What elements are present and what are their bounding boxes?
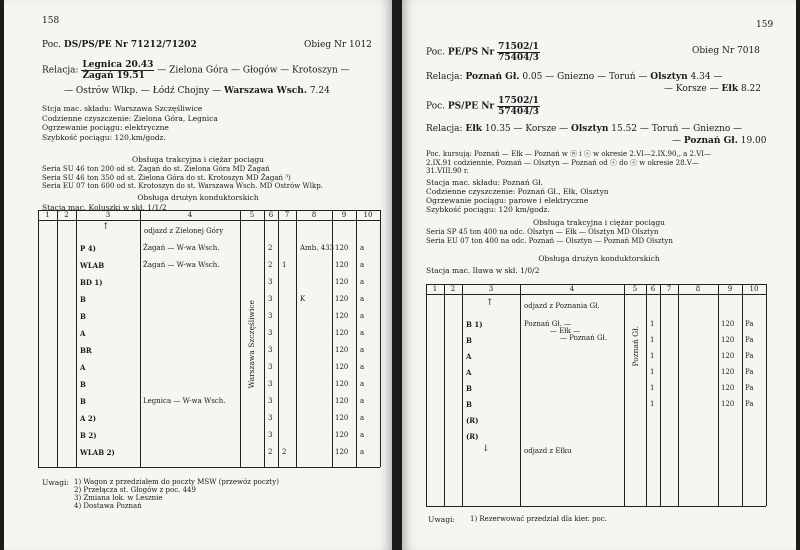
wagon-col10: a <box>360 363 365 371</box>
table-header-cell: 9 <box>727 285 733 293</box>
relacja-origin: $\frac{\text{Legnica 20.43}}{\text{Żagań 19.51}}$ <box>82 60 154 81</box>
train-number-line: Poc. DS/PS/PE Nr 71212/71202 <box>42 40 197 50</box>
table-header-cell: 3 <box>488 285 494 293</box>
wagon-col10: Pa <box>745 400 754 408</box>
wagon-count: 3 <box>268 278 273 286</box>
table-header-cell: 4 <box>187 211 193 219</box>
wagon-remark: K <box>300 295 306 303</box>
departure-label: odjazd z Zielonej Góry <box>144 227 224 235</box>
table-header-cell: 2 <box>64 211 69 219</box>
traction-line: Seria SU 46 ton 350 od st. Zielona Góra do st. Krotoszyn MD Żagań ³) <box>42 173 291 182</box>
traction-line: Seria EU 07 ton 600 od st. Krotoszyn do st. Warszawa Wsch. MD Ostrów Wlkp. <box>42 182 323 190</box>
table-header-border <box>38 220 380 221</box>
relacja-line-1: Relacja: $\frac{\text{Legnica 20.43}}{\text{Żagań 19.51}}$ — Zielona Góra — Głogów — Krotoszyn — <box>42 60 350 81</box>
info-line: Stacja mac. składu: Poznań Gł. <box>426 178 543 187</box>
table-column-line <box>766 284 767 506</box>
table-column-line <box>646 284 647 506</box>
table-column-line <box>264 210 265 467</box>
wagon-count: 3 <box>268 397 273 405</box>
wagon-count: 3 <box>268 380 273 388</box>
wagon-remark: Amb. 433 <box>300 244 334 252</box>
table-header-cell: 6 <box>268 211 274 219</box>
note-line: 1) Wagon z przedziałem do poczty MSW (przewóz poczty) <box>74 478 279 486</box>
obieg-number: Obieg Nr 1012 <box>304 40 372 50</box>
wagon-count: 3 <box>268 414 273 422</box>
wagon-class: WLAB <box>80 261 105 270</box>
wagon-class: B <box>466 400 472 409</box>
page-number: 158 <box>42 16 60 26</box>
relacja-2-line-2: — Poznań Gł. 19.00 <box>672 136 767 146</box>
wagon-speed: 120 <box>721 352 735 360</box>
wagon-count: 1 <box>650 352 655 360</box>
table-header-cell: 2 <box>450 285 456 293</box>
arrow-down-icon: ↓ <box>482 444 490 454</box>
relacja-1-line-2: — Korsze — Ełk 8.22 <box>664 84 761 94</box>
wagon-class: A <box>80 363 86 372</box>
wagon-speed: 120 <box>721 384 735 392</box>
table-column-line <box>76 210 77 467</box>
table-bottom-border <box>426 506 766 507</box>
wagon-col10: a <box>360 346 365 354</box>
table-column-line <box>660 284 661 506</box>
wagon-col10: Pa <box>745 320 754 328</box>
wagon-count: 1 <box>650 368 655 376</box>
wagon-class: B 1) <box>466 320 483 329</box>
traction-line: Seria SU 46 ton 200 od st. Żagań do st. Zielona Góra MD Żagań <box>42 165 270 173</box>
wagon-count: 3 <box>268 346 273 354</box>
wagon-count: 3 <box>268 431 273 439</box>
traction-line: Seria SP 45 ton 400 na odc. Olsztyn — Ełk — Olsztyn MD Olsztyn <box>426 228 659 236</box>
wagon-route: Żagań — W-wa Wsch. <box>143 261 220 269</box>
wagon-speed: 120 <box>335 431 349 439</box>
wagon-count: 1 <box>650 336 655 344</box>
train-number-line-2: Poc. PS/PE Nr $\frac{17502/1}{57404/3}$ <box>426 96 539 117</box>
wagon-col10: a <box>360 414 365 422</box>
departure-label: odjazd z Ełku <box>524 447 572 455</box>
wagon-speed: 120 <box>335 397 349 405</box>
wagon-col10: Pa <box>745 352 754 360</box>
table-column-line <box>38 210 39 467</box>
route-line: — Ełk — <box>550 327 581 335</box>
wagon-count: 1 <box>650 400 655 408</box>
wagon-class: A <box>466 352 472 361</box>
wagon-class: A 2) <box>80 414 97 423</box>
wagon-class: B <box>466 384 472 393</box>
table-header-cell: 7 <box>284 211 290 219</box>
relacja-1-line-1: Relacja: Poznań Gł. 0.05 — Gniezno — Toruń — Olsztyn 4.34 — <box>426 72 723 82</box>
wagon-speed: 120 <box>335 244 349 252</box>
arrow-up-icon: ↑ <box>102 222 110 232</box>
relacja-2-line-1: Relacja: Ełk 10.35 — Korsze — Olsztyn 15.52 — Toruń — Gniezno — <box>426 124 743 134</box>
station-line: Stacja mac. Koluszki w skł. 1/1/2 <box>42 203 167 212</box>
wagon-home-station-label: Warszawa Szczęśliwice <box>247 300 256 389</box>
wagon-class: B 2) <box>80 431 97 440</box>
wagon-col10: Pa <box>745 368 754 376</box>
wagon-speed: 120 <box>335 414 349 422</box>
wagon-class: B <box>80 397 86 406</box>
wagon-speed: 120 <box>335 346 349 354</box>
info-line: Codzienne czyszczenie: Poznań Gł., Ełk, Olsztyn <box>426 187 609 196</box>
table-header-cell: 8 <box>311 211 317 219</box>
table-header-cell: 10 <box>363 211 373 219</box>
traction-title: Obsługa trakcyjna i ciężar pociągu <box>131 155 264 164</box>
kursuja-line: Poc. kursują: Poznań — Ełk — Poznań w ⓦ i ⓢ w okresie 2.VI—2.IX.90,, a 2.VI— <box>426 150 712 158</box>
wagon-col10: a <box>360 244 365 252</box>
wagon-col10: Pa <box>745 336 754 344</box>
info-line: Ogrzewanie pociągu: elektryczne <box>42 123 169 132</box>
table-header-cell: 1 <box>432 285 438 293</box>
notes-label: Uwagi: <box>428 515 455 524</box>
table-header-cell: 7 <box>666 285 672 293</box>
wagon-class: B <box>80 312 86 321</box>
wagon-count: 2 <box>268 448 273 456</box>
info-line: Stcja mac. składu: Warszawa Szczęśliwice <box>42 104 203 113</box>
table-header-cell: 5 <box>249 211 255 219</box>
table-column-line <box>520 284 521 506</box>
wagon-home-station-label: Poznań Gł. <box>631 326 640 367</box>
table-column-line <box>278 210 279 467</box>
station-line: Stacja mac. Iława w skł. 1/0/2 <box>426 266 540 275</box>
route-line: Poznań Gł. — <box>524 320 572 328</box>
wagon-class: B <box>466 336 472 345</box>
wagon-route: Żagań — W-wa Wsch. <box>143 244 220 252</box>
info-line: Szybkość pociągu: 120 km/godz. <box>426 205 550 214</box>
wagon-speed: 120 <box>335 380 349 388</box>
wagon-col10: a <box>360 278 365 286</box>
table-column-line <box>57 210 58 467</box>
wagon-col10: a <box>360 329 365 337</box>
wagon-class: B <box>80 295 86 304</box>
wagon-col7: 2 <box>282 448 287 456</box>
table-header-cell: 3 <box>105 211 111 219</box>
wagon-col10: a <box>360 380 365 388</box>
wagon-speed: 120 <box>335 295 349 303</box>
kursuja-line: 31.VIII.90 r. <box>426 167 469 175</box>
traction-line: Seria EU 07 ton 400 na odc. Poznań — Olsztyn — Poznań MD Olsztyn <box>426 237 673 245</box>
wagon-class: BR <box>80 346 92 355</box>
kursuja-line: 2.IX.91 codziennie, Poznań — Olsztyn — Poznań od ⓢ do ⓢ w okresie 28.V— <box>426 159 699 167</box>
table-column-line <box>426 284 427 506</box>
wagon-class: (R) <box>466 432 479 441</box>
route-line: — Poznań Gł. <box>560 334 608 342</box>
traction-title: Obsługa trakcyjna i ciężar pociągu <box>532 218 665 227</box>
wagon-route: Legnica — W-wa Wsch. <box>143 397 226 405</box>
wagon-col10: a <box>360 431 365 439</box>
table-header-cell: 5 <box>632 285 638 293</box>
wagon-count: 3 <box>268 329 273 337</box>
table-bottom-border <box>38 467 380 468</box>
table-column-line <box>718 284 719 506</box>
relacja-line-2: — Ostrów Wlkp. — Łódź Chojny — Warszawa Wsch. 7.24 <box>64 86 330 96</box>
right-page <box>402 0 796 550</box>
table-header-cell: 8 <box>695 285 701 293</box>
table-header-cell: 1 <box>45 211 50 219</box>
notes-label: Uwagi: <box>42 478 69 487</box>
crew-title: Obsługa drużyn konduktorskich <box>137 193 259 202</box>
note-line: 4) Dostawa Poznań <box>74 502 142 510</box>
wagon-count: 2 <box>268 244 273 252</box>
wagon-count: 3 <box>268 312 273 320</box>
left-page <box>4 0 392 550</box>
wagon-class: B <box>80 380 86 389</box>
wagon-class: P 4) <box>80 244 96 253</box>
table-column-line <box>742 284 743 506</box>
wagon-col10: a <box>360 397 365 405</box>
note-line: 1) Rezerwować przedział dla kier. poc. <box>470 515 607 523</box>
table-header-border <box>426 294 766 295</box>
table-column-line <box>624 284 625 506</box>
wagon-col10: a <box>360 312 365 320</box>
wagon-speed: 120 <box>721 368 735 376</box>
train-number-fraction: $\frac{71502/1}{75404/3}$ <box>498 42 539 63</box>
info-line: Ogrzewanie pociągu: parowe i elektryczne <box>426 196 589 205</box>
wagon-count: 1 <box>650 320 655 328</box>
wagon-count: 2 <box>268 261 273 269</box>
wagon-class: A <box>466 368 472 377</box>
train-code: DS/PS/PE Nr 71212/71202 <box>63 40 197 50</box>
info-line: Szybkość pociągu: 120,km/godz. <box>42 132 166 142</box>
table-column-line <box>140 210 141 467</box>
wagon-speed: 120 <box>721 336 735 344</box>
wagon-col10: a <box>360 295 365 303</box>
wagon-speed: 120 <box>335 261 349 269</box>
note-line: 3) Zmiana lok. w Lesznie <box>74 494 163 502</box>
wagon-class: BD 1) <box>80 278 103 287</box>
table-column-line <box>462 284 463 506</box>
wagon-count: 3 <box>268 363 273 371</box>
table-header-cell: 10 <box>749 285 759 293</box>
wagon-speed: 120 <box>335 363 349 371</box>
page-number: 159 <box>756 20 774 30</box>
arrow-up-icon: ↑ <box>486 298 494 308</box>
wagon-speed: 120 <box>335 448 349 456</box>
wagon-col10: a <box>360 448 365 456</box>
table-header-cell: 4 <box>569 285 575 293</box>
table-column-line <box>240 210 241 467</box>
table-header-cell: 9 <box>341 211 347 219</box>
crew-title: Obsługa drużyn konduktorskich <box>538 254 660 263</box>
table-column-line <box>296 210 297 467</box>
wagon-col7: 1 <box>282 261 287 269</box>
info-line: Codzienne czyszczenie: Zielona Góra, Legnica <box>42 113 218 123</box>
table-column-line <box>444 284 445 506</box>
wagon-speed: 120 <box>335 329 349 337</box>
note-line: 2) Przełącza st. Głogów z poc. 449 <box>74 486 196 494</box>
wagon-col10: a <box>360 261 365 269</box>
train-number-fraction: $\frac{17502/1}{57404/3}$ <box>498 96 539 117</box>
wagon-speed: 120 <box>335 312 349 320</box>
table-column-line <box>356 210 357 467</box>
wagon-speed: 120 <box>721 400 735 408</box>
wagon-class: (R) <box>466 416 479 425</box>
table-header-cell: 6 <box>650 285 656 293</box>
wagon-class: WLAB 2) <box>80 448 115 457</box>
obieg-number: Obieg Nr 7018 <box>692 46 760 56</box>
departure-label: odjazd z Poznania Gł. <box>524 302 600 310</box>
table-column-line <box>380 210 381 467</box>
wagon-col10: Pa <box>745 384 754 392</box>
wagon-speed: 120 <box>335 278 349 286</box>
wagon-count: 1 <box>650 384 655 392</box>
wagon-speed: 120 <box>721 320 735 328</box>
train-number-line-1: Poc. PE/PS Nr $\frac{71502/1}{75404/3}$ <box>426 42 539 63</box>
wagon-count: 3 <box>268 295 273 303</box>
table-column-line <box>678 284 679 506</box>
wagon-class: A <box>80 329 86 338</box>
